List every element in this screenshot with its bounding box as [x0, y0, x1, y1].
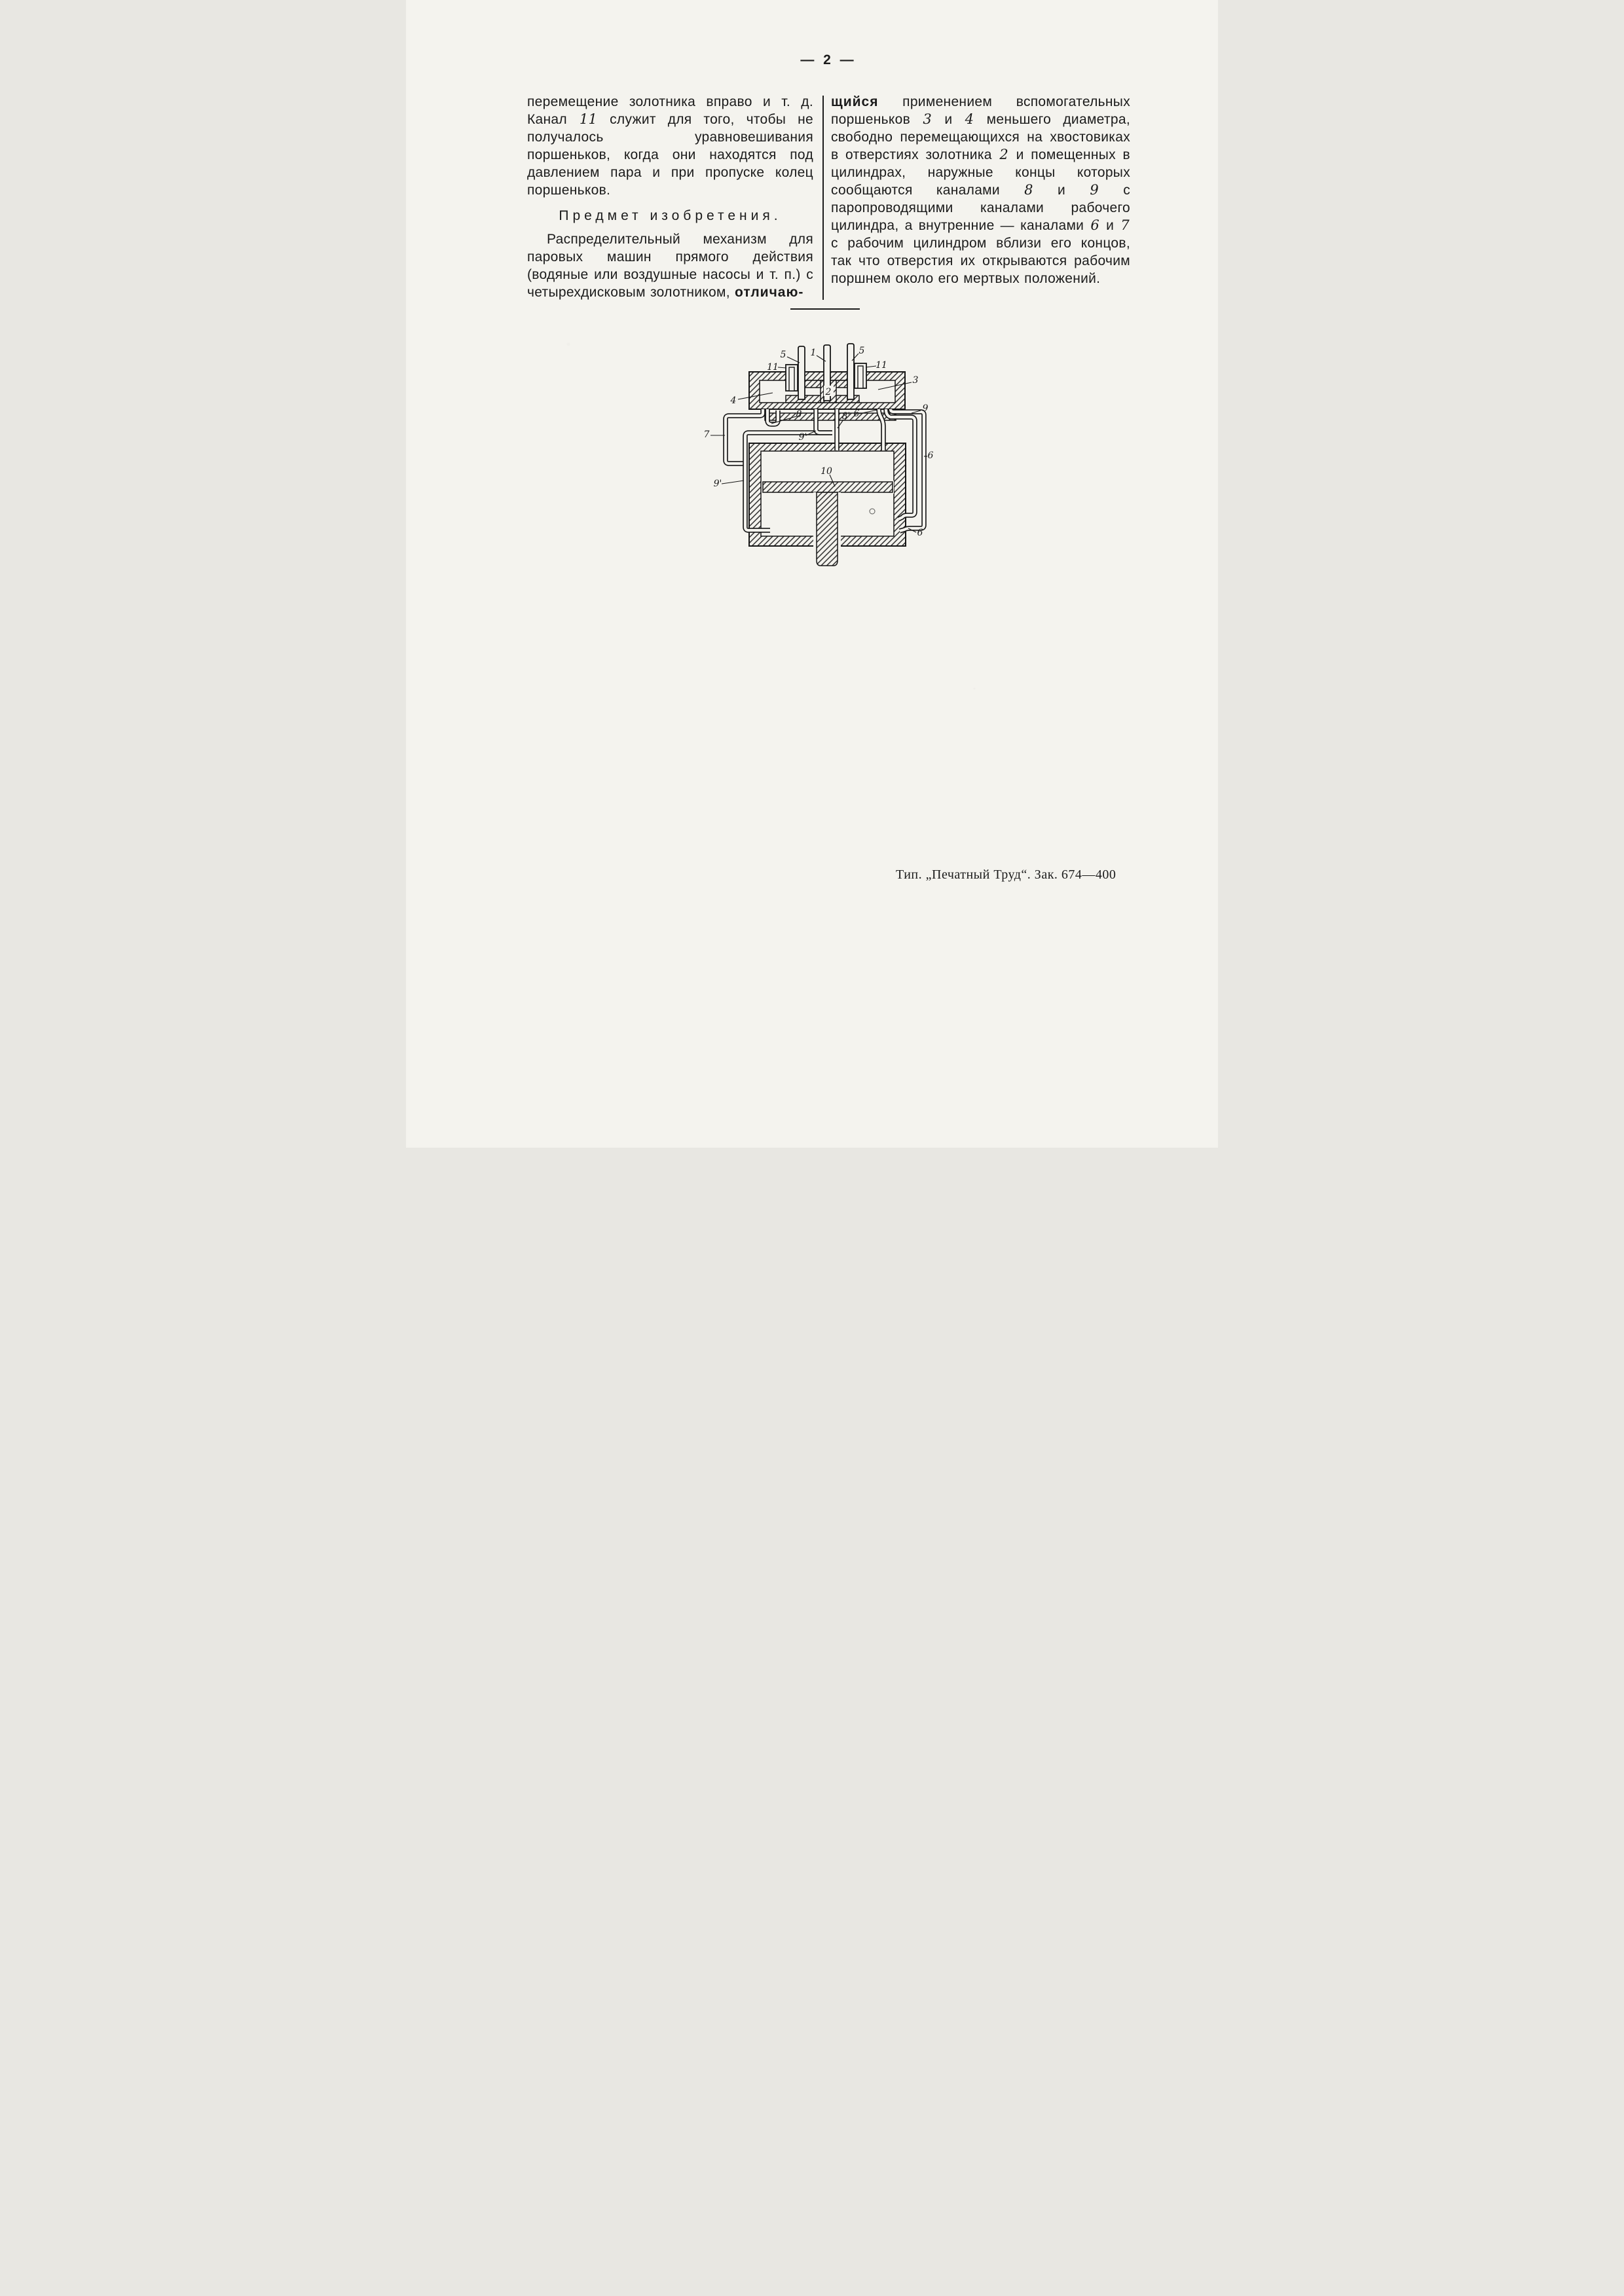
figure-label-6-bottom: 6: [917, 528, 923, 538]
valve-stem-right: [847, 344, 854, 399]
body-text: и: [932, 112, 965, 127]
body-text: применением вспомогательных поршеньков: [831, 94, 1130, 127]
figure-label-11-right: 11: [876, 360, 887, 371]
body-text: с паропроводящими каналами рабочего цилиндра, а внутренние — каналами: [831, 183, 1131, 233]
valve-stem-left: [798, 346, 805, 399]
leader-11-left: [778, 367, 786, 368]
left-column: [527, 93, 813, 301]
pocket-11-right: [855, 363, 866, 388]
claim-paragraph: [527, 230, 813, 301]
figure-label-9-top: 9: [922, 403, 929, 414]
body-text: Распределительный механизм для паровых машин прямого действия (водяные или воздушные насосы и т. п.) с четырехдисковым золотником,: [527, 232, 813, 300]
figure-label-10: 10: [821, 466, 832, 477]
figure-label-4: 4: [730, 395, 737, 406]
figure-label-8: 8: [796, 409, 802, 420]
body-text: перемещение золотника вправо и т. д. Канал: [527, 94, 813, 127]
column-divider-rule: [822, 96, 824, 300]
leader-9-prime-left: [722, 481, 744, 484]
pocket-11-left: [786, 365, 798, 391]
leader-11-right: [866, 366, 876, 367]
figure-label-7: 7: [703, 429, 710, 440]
claims-heading: Предмет изобретения.: [559, 208, 782, 223]
valve-bottom-flange: [765, 413, 896, 420]
section-divider-rule: [790, 308, 860, 310]
imprint-line: Тип. „Печатный Труд“. Зак. 674—400: [896, 867, 1116, 882]
body-text: меньшего диаметра, свободно перемещающихся на хвостовиках в отверстиях золотника: [831, 112, 1130, 162]
figure-label-9-prime-mid: 9': [798, 432, 807, 443]
paragraph-continuation: [527, 93, 813, 199]
figure-label-8-prime: 8': [841, 411, 851, 422]
figure-label-5-right: 5: [858, 346, 865, 356]
body-text: и: [1100, 218, 1120, 233]
right-column: [831, 93, 1130, 287]
inline-reference-number: 11: [579, 111, 598, 127]
emphasized-text: отличаю-: [735, 285, 804, 300]
body-text: и: [1033, 183, 1090, 198]
inline-reference-number: 3: [923, 111, 932, 127]
piston-rod: [817, 492, 838, 566]
body-text: и помещенных в цилиндрах, наружные концы которых сообщаются каналами: [831, 147, 1130, 198]
inline-reference-number: 9: [1090, 182, 1099, 198]
inline-reference-number: 6: [1090, 217, 1100, 233]
inline-reference-number: 8: [1024, 182, 1033, 198]
patent-figure: [688, 337, 936, 802]
figure-label-2: 2: [825, 387, 832, 397]
claim-paragraph-continuation: [831, 93, 1130, 287]
inline-reference-number: 2: [999, 147, 1009, 162]
figure-label-1: 1: [810, 348, 817, 358]
figure-label-6-mid: 6: [927, 450, 934, 461]
page-number: — 2 —: [800, 52, 857, 67]
figure-label-3: 3: [912, 375, 919, 386]
inline-reference-number: 4: [965, 111, 974, 127]
emphasized-text: щийся: [831, 94, 879, 109]
inline-reference-number: 7: [1120, 217, 1130, 233]
patent-page: [406, 0, 1218, 1148]
figure-label-9-prime-left: 9': [713, 479, 722, 489]
figure-label-11-left: 11: [767, 362, 779, 373]
body-text: служит для того, чтобы не получалось уравновешивания поршеньков, когда они находятся под давлением пара и при пропуске колец поршеньков.: [527, 112, 813, 198]
body-text: с рабочим цилиндром вблизи его концов, так что отверстия их открываются рабочим поршнем около его мертвых положений.: [831, 236, 1130, 286]
figure-label-5-left: 5: [780, 350, 786, 360]
figure-label-6-top: 6: [853, 409, 860, 419]
piston-head: [763, 482, 893, 492]
